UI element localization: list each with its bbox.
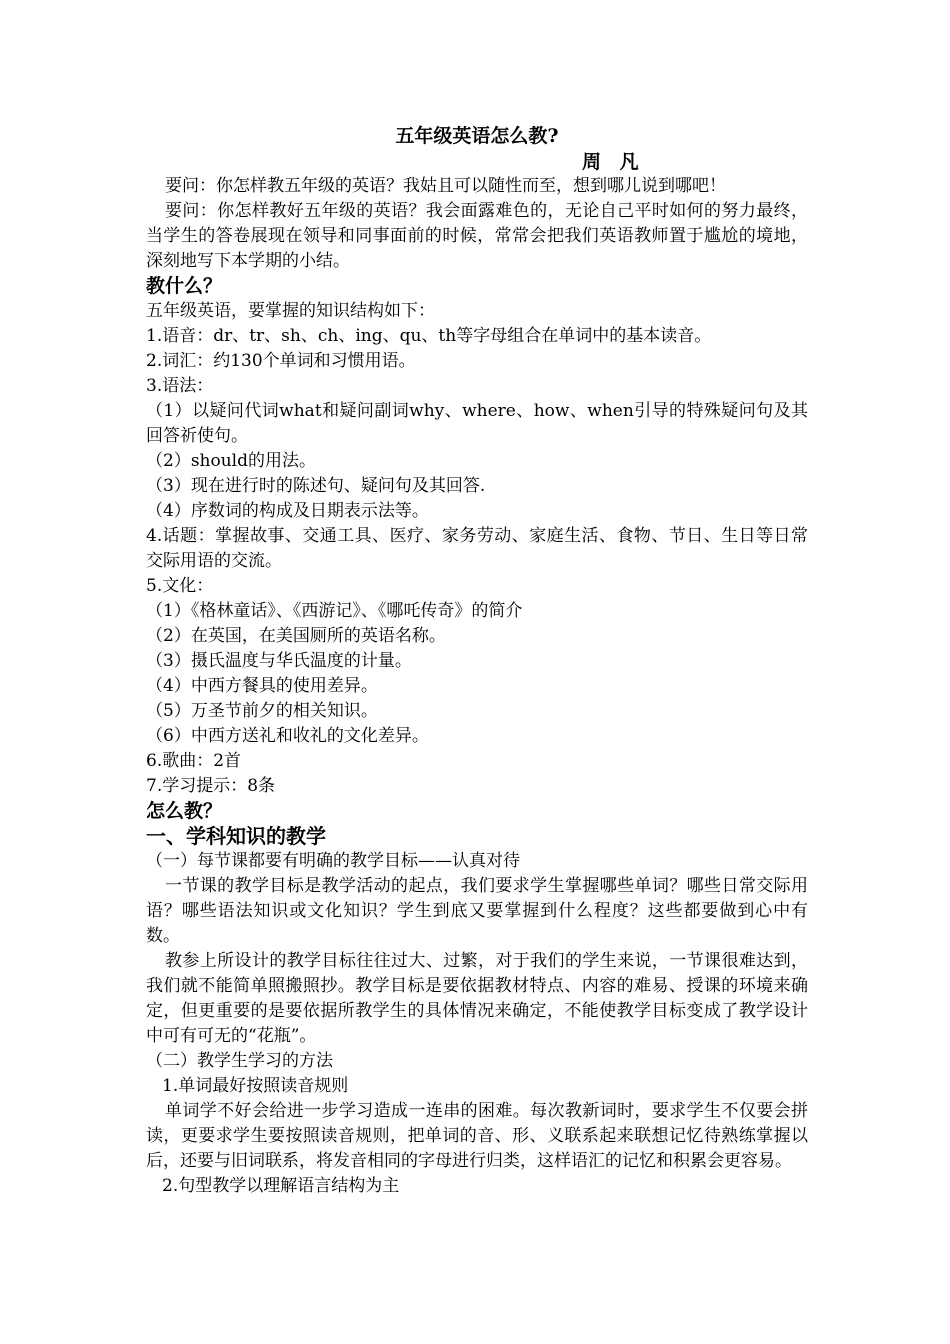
part-title-1: （一）每节课都要有明确的教学目标——认真对待 — [146, 851, 520, 871]
author-name: 周 凡 — [582, 151, 645, 173]
document-title: 五年级英语怎么教? — [395, 125, 559, 147]
list-item: 6.歌曲：2首 — [146, 751, 242, 771]
list-item: （6）中西方送礼和收礼的文化差异。 — [146, 726, 429, 746]
list-item: （2）should的用法。 — [146, 451, 316, 471]
list-item: 2.词汇：约130个单词和习惯用语。 — [146, 351, 416, 371]
section-lead: 五年级英语，要掌握的知识结构如下： — [146, 301, 435, 321]
list-item: 3.语法： — [146, 376, 214, 396]
list-item: 1.语音：dr、tr、sh、ch、ing、qu、th等字母组合在单词中的基本读音。 — [146, 326, 712, 346]
body-paragraph: 教参上所设计的教学目标往往过大、过繁，对于我们的学生来说，一节课很难达到，我们就不能简单照搬照抄。教学目标是要依据教材特点、内容的难易、授课的环境来确定，但更重要的是要依据所教学生的具体情况来确定，不能使教学目标变成了教学设计中可有可无的“花瓶”。 — [146, 951, 808, 1046]
list-item: 5.文化： — [146, 576, 214, 596]
section-heading-how: 怎么教？ — [146, 800, 223, 822]
list-item: （4）序数词的构成及日期表示法等。 — [146, 501, 429, 521]
section-heading-what: 教什么？ — [146, 275, 223, 297]
list-item: 4.话题：掌握故事、交通工具、医疗、家务劳动、家庭生活、食物、节日、生日等日常交际用语的交流。 — [146, 526, 808, 571]
body-paragraph: 一节课的教学目标是教学活动的起点，我们要求学生掌握哪些单词？哪些日常交际用语？哪些语法知识或文化知识？学生到底又要掌握到什么程度？这些都要做到心中有数。 — [146, 876, 808, 946]
intro-paragraph-2: 要问：你怎样教好五年级的英语？我会面露难色的，无论自己平时如何的努力最终，当学生的答卷展现在领导和同事面前的时候，常常会把我们英语教师置于尴尬的境地，深刻地写下本学期的小结。 — [146, 201, 808, 271]
list-item: （3）现在进行时的陈述句、疑问句及其回答. — [146, 476, 486, 496]
point-title-2: 2.句型教学以理解语言结构为主 — [162, 1176, 400, 1196]
list-item: （1）《格林童话》、《西游记》、《哪吒传奇》的简介 — [146, 601, 523, 621]
list-item: （3）摄氏温度与华氏温度的计量。 — [146, 651, 412, 671]
list-item: 7.学习提示：8条 — [146, 776, 276, 796]
part-title-2: （二）教学生学习的方法 — [146, 1051, 333, 1071]
document-body — [146, 122, 808, 1199]
list-item: （5）万圣节前夕的相关知识。 — [146, 701, 378, 721]
point-title-1: 1.单词最好按照读音规则 — [162, 1076, 349, 1096]
subsection-heading: 一、学科知识的教学 — [146, 824, 326, 848]
list-item: （4）中西方餐具的使用差异。 — [146, 676, 378, 696]
intro-paragraph-1: 要问：你怎样教五年级的英语？我姑且可以随性而至，想到哪儿说到哪吧！ — [165, 176, 726, 196]
list-item: （2）在英国，在美国厕所的英语名称。 — [146, 626, 446, 646]
list-item: （1）以疑问代词what和疑问副词why、where、how、when引导的特殊疑问句及其回答祈使句。 — [146, 401, 808, 446]
body-paragraph: 单词学不好会给进一步学习造成一连串的困难。每次教新词时，要求学生不仅要会拼读，更要求学生要按照读音规则，把单词的音、形、义联系起来联想记忆待熟练掌握以后，还要与旧词联系，将发音相同的字母进行归类，这样语汇的记忆和积累会更容易。 — [146, 1101, 808, 1171]
